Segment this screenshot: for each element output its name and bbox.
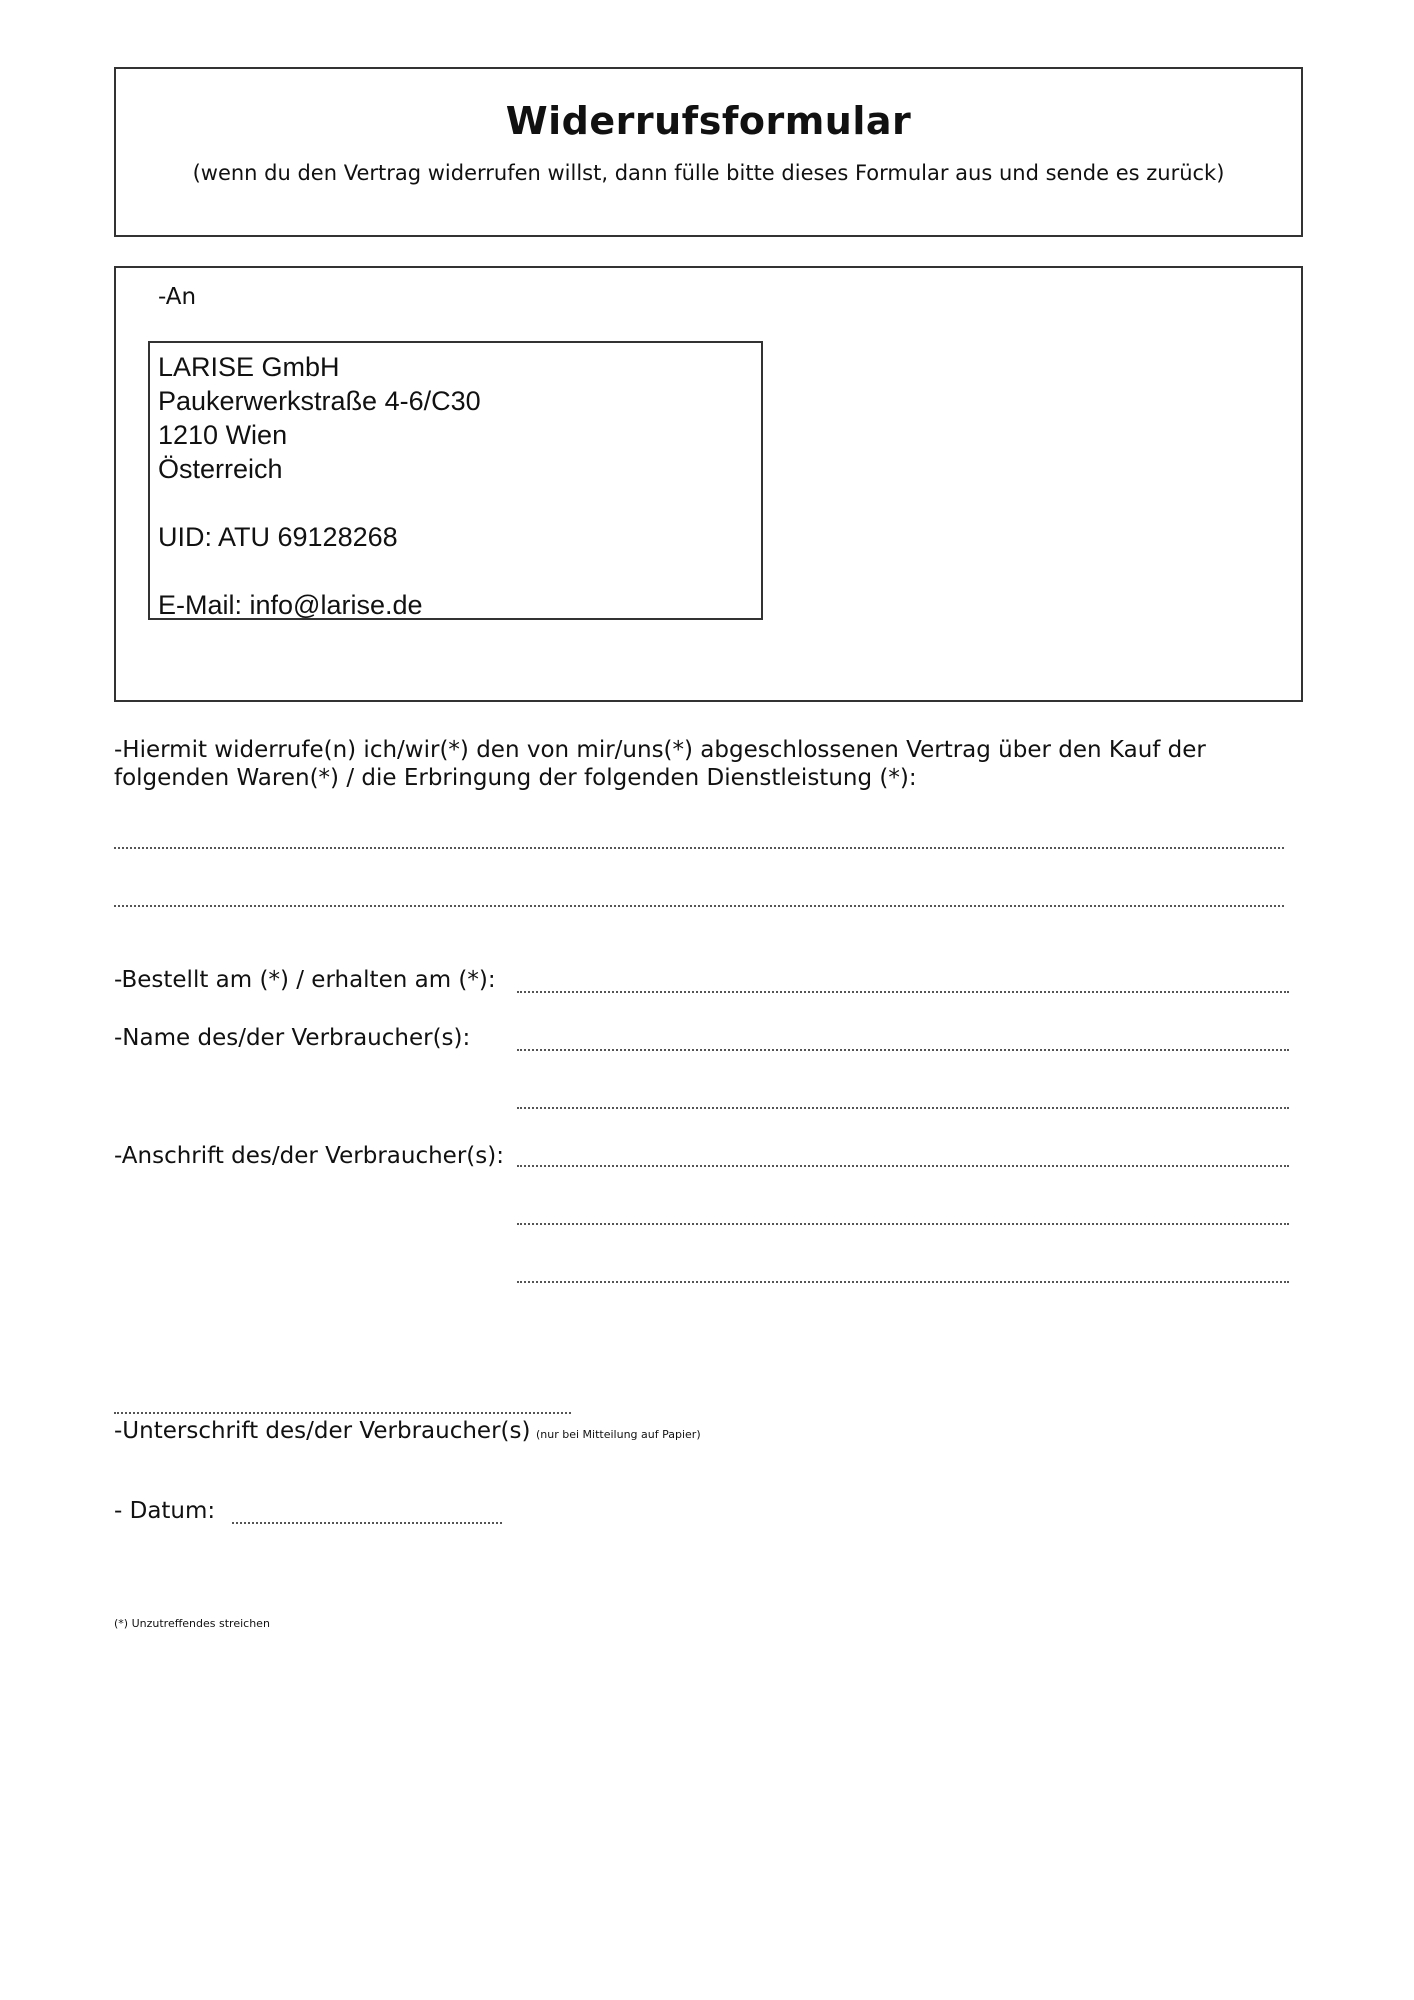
goods-input-line-2[interactable] xyxy=(114,905,1284,907)
address-street: Paukerwerkstraße 4-6/C30 xyxy=(158,386,481,416)
address-country: Österreich xyxy=(158,454,283,484)
consumer-name-input-2[interactable] xyxy=(517,1107,1289,1109)
title-box xyxy=(114,67,1303,237)
signature-note: (nur bei Mitteilung auf Papier) xyxy=(536,1428,701,1441)
consumer-address-label: -Anschrift des/der Verbraucher(s): xyxy=(114,1143,504,1169)
goods-input-line-1[interactable] xyxy=(114,847,1284,849)
date-label: - Datum: xyxy=(114,1498,216,1524)
signature-label: -Unterschrift des/der Verbraucher(s) xyxy=(114,1418,531,1444)
address-uid: UID: ATU 69128268 xyxy=(158,522,398,552)
consumer-address-input-2[interactable] xyxy=(517,1223,1289,1225)
address-email: E-Mail: info@larise.de xyxy=(158,590,423,620)
form-title: Widerrufsformular xyxy=(505,99,912,143)
consumer-name-label: -Name des/der Verbraucher(s): xyxy=(114,1025,471,1051)
date-input[interactable] xyxy=(232,1522,502,1524)
signature-input[interactable] xyxy=(114,1412,571,1414)
statement-line-2: folgenden Waren(*) / die Erbringung der folgenden Dienstleistung (*): xyxy=(114,765,917,791)
statement-line-1: -Hiermit widerrufe(n) ich/wir(*) den von mir/uns(*) abgeschlossenen Vertrag über den Kauf der xyxy=(114,737,1206,763)
address-company: LARISE GmbH xyxy=(158,352,340,382)
consumer-address-input-1[interactable] xyxy=(517,1165,1289,1167)
address-city: 1210 Wien xyxy=(158,420,288,450)
form-subtitle: (wenn du den Vertrag widerrufen willst, dann fülle bitte dieses Formular aus und sende es zurück) xyxy=(192,161,1225,185)
footnote: (*) Unzutreffendes streichen xyxy=(114,1617,270,1630)
consumer-name-input-1[interactable] xyxy=(517,1049,1289,1051)
ordered-date-label: -Bestellt am (*) / erhalten am (*): xyxy=(114,967,496,993)
consumer-address-input-3[interactable] xyxy=(517,1281,1289,1283)
recipient-label: -An xyxy=(158,284,197,310)
ordered-date-input[interactable] xyxy=(517,991,1289,993)
